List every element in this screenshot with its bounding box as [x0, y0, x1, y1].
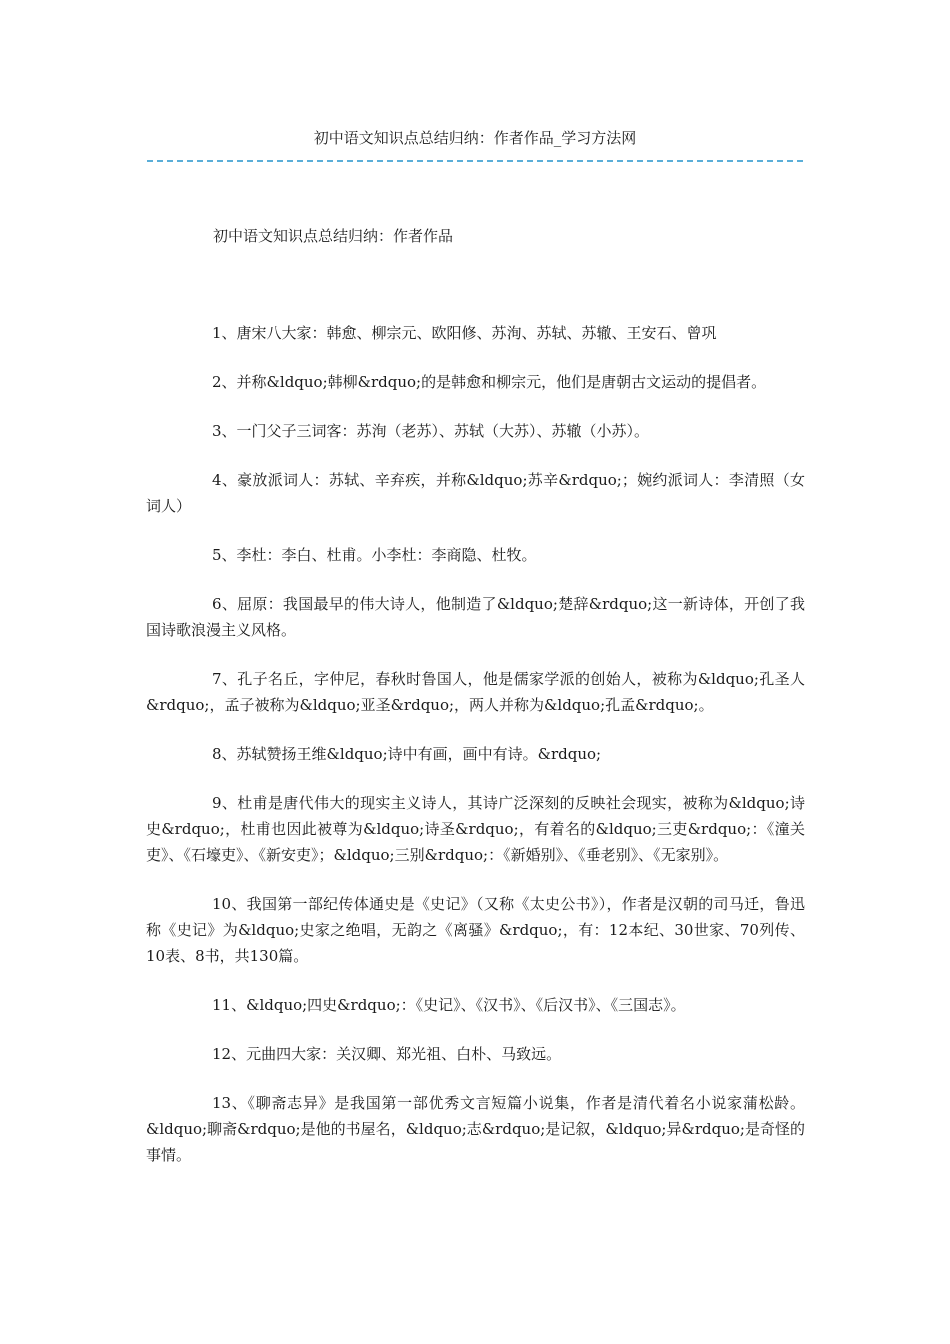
- list-item: 11、&ldquo;四史&rdquo;：《史记》、《汉书》、《后汉书》、《三国志》。: [212, 996, 686, 1014]
- list-item: 13、《聊斋志异》是我国第一部优秀文言短篇小说集，作者是清代着名小说家蒲松龄。&ldquo;聊斋&rdquo;是他的书屋名，&ldquo;志&rdquo;是记叙，&ldquo;异&rdquo;是奇怪的事情。: [146, 1094, 805, 1164]
- page-title: 初中语文知识点总结归纳：作者作品_学习方法网: [313, 129, 637, 147]
- document-heading: 初中语文知识点总结归纳：作者作品: [213, 227, 454, 245]
- list-item: 10、我国第一部纪传体通史是《史记》（又称《太史公书》），作者是汉朝的司马迁，鲁迅称《史记》为&ldquo;史家之绝唱，无韵之《离骚》&rdquo;，有：12本纪、30世家、70列传、10表、8书，共130篇。: [146, 895, 805, 965]
- list-item: 12、元曲四大家：关汉卿、郑光祖、白朴、马致远。: [212, 1045, 562, 1063]
- document-body: [146, 320, 805, 1191]
- list-item: 6、屈原：我国最早的伟大诗人，他制造了&ldquo;楚辞&rdquo;这一新诗体，开创了我国诗歌浪漫主义风格。: [146, 595, 805, 639]
- dashed-divider: [147, 160, 803, 162]
- list-item: 7、孔子名丘，字仲尼，春秋时鲁国人，他是儒家学派的创始人，被称为&ldquo;孔圣人&rdquo;，孟子被称为&ldquo;亚圣&rdquo;，两人并称为&ldquo;孔孟&rdquo;。: [146, 670, 805, 714]
- list-item: 1、唐宋八大家：韩愈、柳宗元、欧阳修、苏洵、苏轼、苏辙、王安石、曾巩: [212, 324, 717, 342]
- list-item: 9、杜甫是唐代伟大的现实主义诗人，其诗广泛深刻的反映社会现实，被称为&ldquo;诗史&rdquo;，杜甫也因此被尊为&ldquo;诗圣&rdquo;，有着名的&ldquo;三吏&rdquo;：《潼关吏》、《石壕吏》、《新安吏》；&ldquo;三别&rdquo;：《新婚别》、《垂老别》、《无家别》。: [146, 794, 805, 864]
- list-item: 8、苏轼赞扬王维&ldquo;诗中有画，画中有诗。&rdquo;: [212, 745, 602, 763]
- list-item: 3、一门父子三词客：苏洵（老苏）、苏轼（大苏）、苏辙（小苏）。: [212, 422, 650, 440]
- list-item: 2、并称&ldquo;韩柳&rdquo;的是韩愈和柳宗元，他们是唐朝古文运动的提倡者。: [212, 373, 767, 391]
- list-item: 5、李杜：李白、杜甫。小李杜：李商隐、杜牧。: [212, 546, 537, 564]
- list-item: 4、豪放派词人：苏轼、辛弃疾，并称&ldquo;苏辛&rdquo;；婉约派词人：李清照（女词人）: [146, 471, 805, 515]
